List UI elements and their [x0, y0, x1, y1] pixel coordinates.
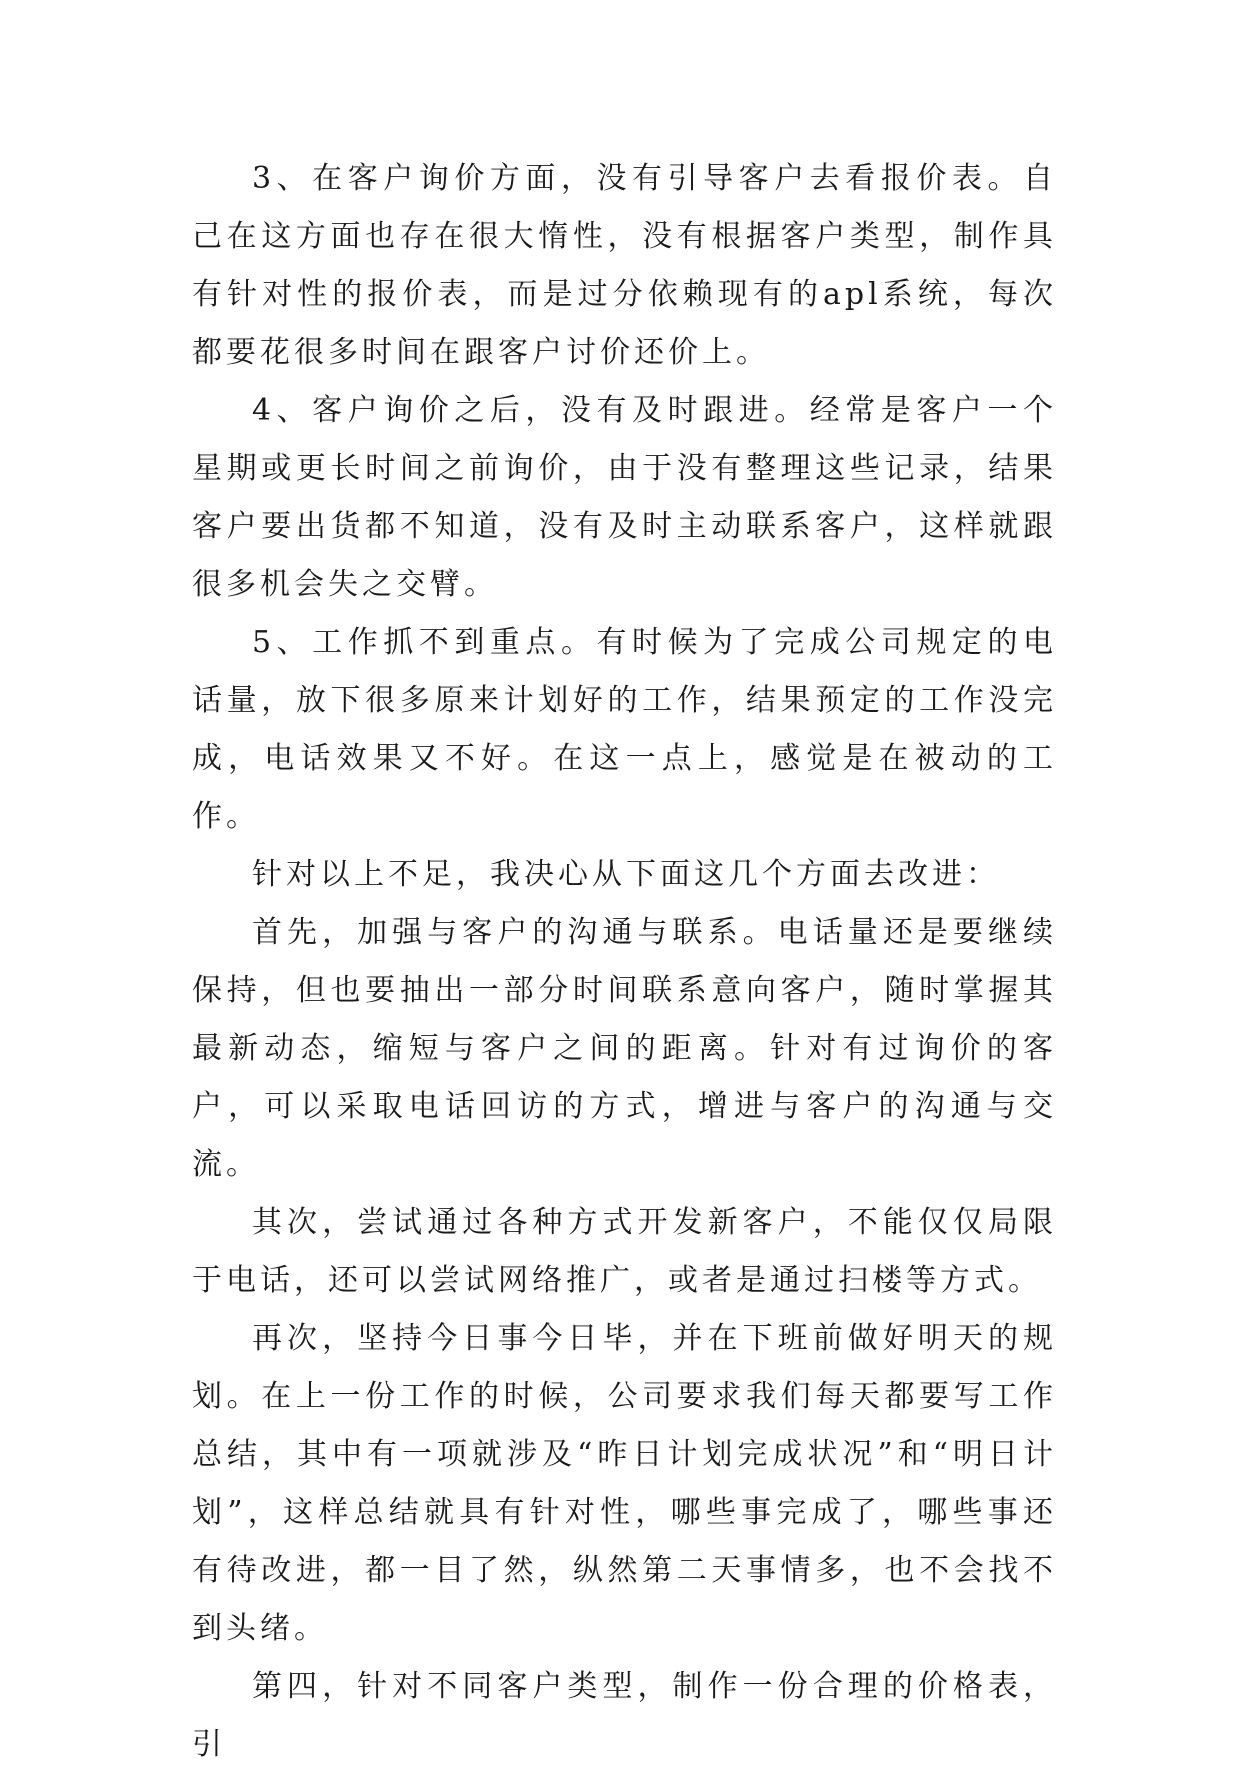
paragraph-3: 3、在客户询价方面，没有引导客户去看报价表。自己在这方面也存在很大惰性，没有根据客户类型，制作具有针对性的报价表，而是过分依赖现有的apl系统，每次都要花很多时间在跟客户讨价还价上。: [192, 161, 1057, 370]
paragraph-second: 其次，尝试通过各种方式开发新客户，不能仅仅局限于电话，还可以尝试网络推广，或者是通过扫楼等方式。: [192, 1205, 1057, 1298]
paragraph-4: 4、客户询价之后，没有及时跟进。经常是客户一个星期或更长时间之前询价，由于没有整理这些记录，结果客户要出货都不知道，没有及时主动联系客户，这样就跟很多机会失之交臂。: [192, 393, 1057, 602]
paragraph-5: 5、工作抓不到重点。有时候为了完成公司规定的电话量，放下很多原来计划好的工作，结果预定的工作没完成，电话效果又不好。在这一点上，感觉是在被动的工作。: [192, 625, 1057, 834]
paragraph-first: 首先，加强与客户的沟通与联系。电话量还是要继续保持，但也要抽出一部分时间联系意向客户，随时掌握其最新动态，缩短与客户之间的距离。针对有过询价的客户，可以采取电话回访的方式，增进与客户的沟通与交流。: [192, 915, 1057, 1182]
document-body: [192, 150, 1057, 1774]
paragraph-improvement-intro: 针对以上不足，我决心从下面这几个方面去改进：: [252, 857, 1000, 892]
paragraph-fourth: 第四，针对不同客户类型，制作一份合理的价格表，引: [192, 1669, 1057, 1762]
paragraph-third: 再次，坚持今日事今日毕，并在下班前做好明天的规划。在上一份工作的时候，公司要求我们每天都要写工作总结，其中有一项就涉及“昨日计划完成状况”和“明日计划”，这样总结就具有针对性，哪些事完成了，哪些事还有待改进，都一目了然，纵然第二天事情多，也不会找不到头绪。: [192, 1321, 1057, 1646]
